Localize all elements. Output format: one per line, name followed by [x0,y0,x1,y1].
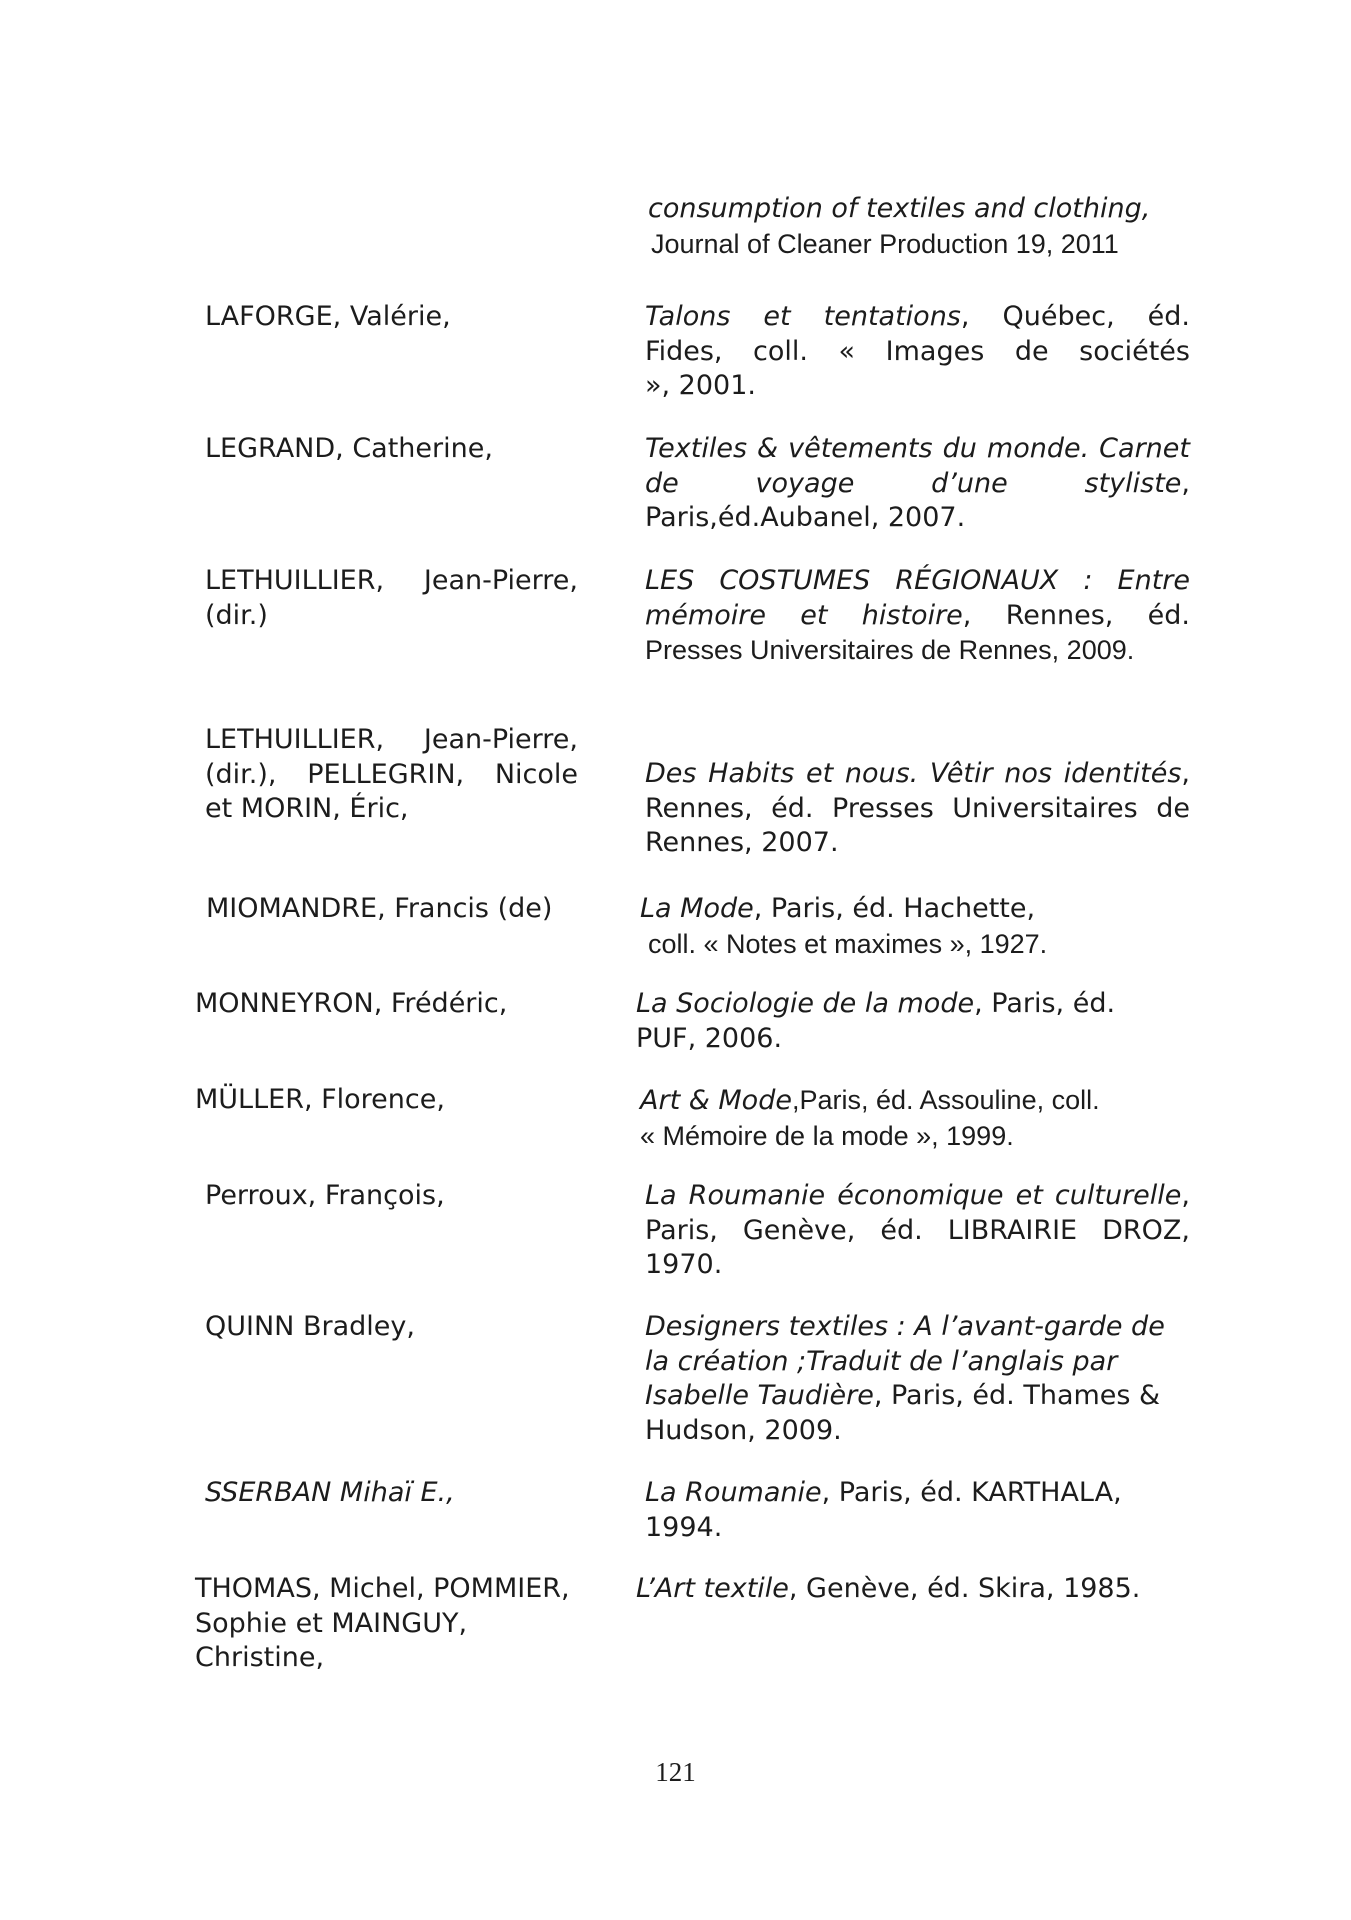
entry-author: LAFORGE, Valérie, [205,301,451,332]
entry-reference: La Roumanie économique et culturelle, Paris, Genève, éd. LIBRAIRIE DROZ, 1970. [645,1180,1190,1280]
entry-title: Textiles & vêtements du monde. Carnet [645,433,1190,464]
entry-reference: Talons et tentations, Québec, éd. Fides, coll. « Images de sociétés », 2001. [645,301,1191,401]
entry-title: Talons et tentations [645,301,961,332]
entry-title: La Mode [640,893,754,924]
entry-title: La Roumanie économique et culturelle [645,1180,1182,1211]
entry-author: QUINN Bradley, [205,1311,415,1342]
entry-author: MONNEYRON, Frédéric, [195,988,508,1019]
entry-reference: Art & Mode,Paris, éd. Assouline, coll. « Mémoire de la mode », 1999. [640,1085,1100,1151]
entry-reference: L’Art textile, Genève, éd. Skira, 1985. [636,1573,1141,1604]
entry-title: L’Art textile [636,1573,789,1604]
entry-reference: La Mode, Paris, éd. Hachette, coll. « Notes et maximes », 1927. [640,893,1048,959]
entry-title: La Sociologie de la mode [636,988,975,1019]
entry-author: Perroux, François, [205,1180,445,1211]
page-number: 121 [655,1757,696,1787]
entry-title: LES COSTUMES RÉGIONAUX : Entre [645,565,1190,596]
entry-author: MÜLLER, Florence, [195,1084,445,1115]
entry-author: MIOMANDRE, Francis (de) [206,893,553,924]
entry-reference: La Roumanie, Paris, éd. KARTHALA, 1994. [645,1477,1122,1543]
entry-title: Designers textiles : A l’avant-garde de [645,1311,1165,1342]
entry-reference: Textiles & vêtements du monde. Carnet de voyage d’une styliste, Paris,éd.Aubanel, 2007. [645,433,1190,533]
continuation-reference [648,192,1193,261]
entry-reference: LES COSTUMES RÉGIONAUX : Entre mémoire et histoire, Rennes, éd. Presses Universitaires de Rennes, 2009. [645,565,1190,665]
entry-title: La Roumanie [645,1477,822,1508]
entry-reference: La Sociologie de la mode, Paris, éd. PUF, 2006. [636,988,1116,1054]
entry-author: LETHUILLIER, Jean-Pierre, (dir.) [205,565,578,631]
entry-title: Des Habits et nous. Vêtir nos identités [645,758,1182,789]
entry-author: THOMAS, Michel, POMMIER, Sophie et MAINGUY, Christine, [195,1573,570,1673]
continuation-source: Journal of Cleaner Production 19, 2011 [651,228,1119,259]
entry-author: LETHUILLIER, Jean-Pierre, (dir.), PELLEGRIN, Nicole et MORIN, Éric, [205,724,578,824]
entry-author: LEGRAND, Catherine, [205,433,493,464]
entry-reference: Des Habits et nous. Vêtir nos identités, Rennes, éd. Presses Universitaires de Rennes, 2007. [645,758,1190,858]
entry-author: SSERBAN Mihaï E., [205,1477,455,1508]
continuation-title: consumption of textiles and clothing, [648,193,1151,224]
entry-reference: Designers textiles : A l’avant-garde de la création ;Traduit de l’anglais par Isabelle Taudière, Paris, éd. Thames & Hudson, 2009. [645,1311,1165,1446]
entry-title: Art & Mode [640,1085,792,1116]
